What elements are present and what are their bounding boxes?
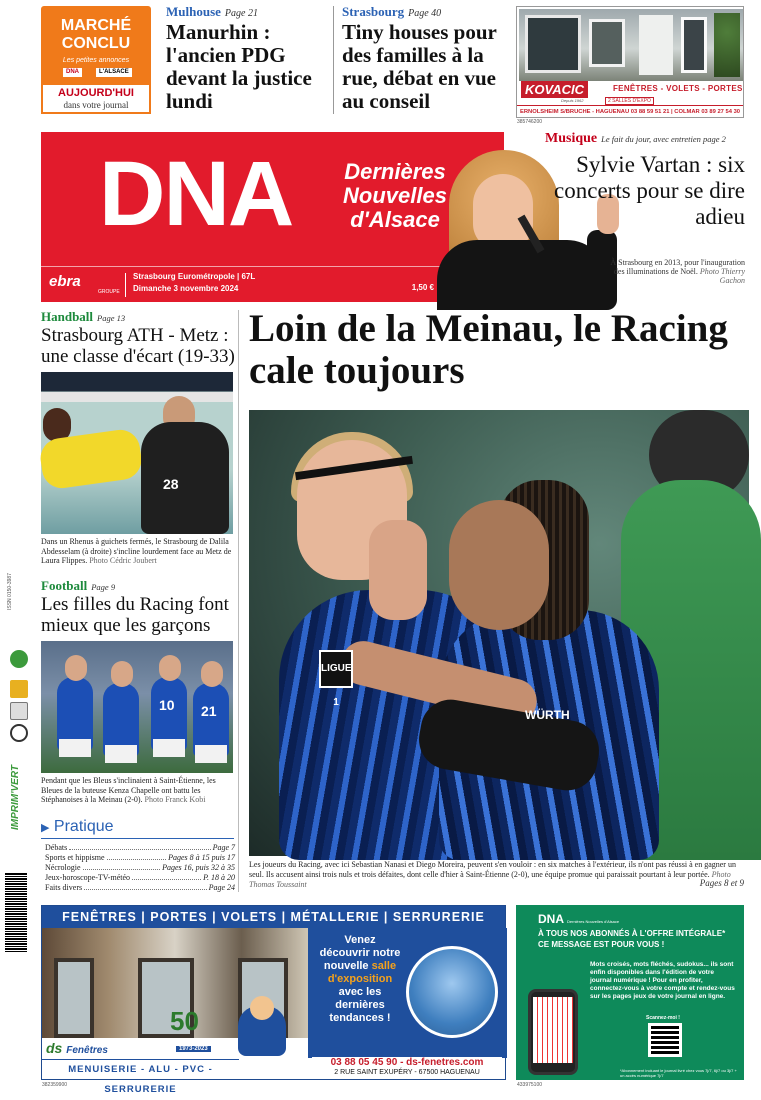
masthead-logo: DNA: [99, 143, 293, 245]
handball-caption: [41, 537, 236, 566]
qr-code-icon[interactable]: [648, 1023, 682, 1057]
issn-ref: ISSN 0150-3987: [7, 573, 13, 610]
pratique-row[interactable]: [45, 863, 235, 872]
recycle-icon: [10, 650, 28, 668]
shorts-shape: [195, 745, 227, 763]
head-shape: [111, 661, 133, 687]
vartan-credit: Photo Thierry Gachon: [699, 267, 745, 285]
vartan-caption-text: À Strasbourg en 2013, pour l'inauguration des illuminations de Noël.: [610, 258, 745, 276]
marche-conclu-line2: CONCLU: [61, 35, 131, 52]
hand-shape: [369, 520, 427, 620]
divider: [333, 6, 334, 114]
ligue1-badge: LIGUE 1: [319, 650, 353, 688]
ad-ds-logo-text: ds: [46, 1040, 63, 1056]
masthead-edition: Strasbourg Eurométropole | 67L: [133, 272, 256, 281]
pratique-row-label: Faits divers: [45, 883, 83, 892]
marche-conclu-subtitle: Les petites annonces: [62, 57, 130, 64]
pratique-row[interactable]: [45, 843, 235, 852]
showroom-photo: [406, 946, 498, 1038]
ad-ds-logo-sub: Fenêtres: [66, 1045, 108, 1056]
ad-kovacic-photo: [519, 9, 743, 81]
jersey-number: 10: [159, 697, 175, 713]
pratique-row[interactable]: [45, 883, 235, 892]
chip-dna: DNA: [63, 68, 82, 77]
dot-leader: [84, 883, 206, 890]
teaser-strasbourg-headline: Tiny houses pour des familles à la rue, débat en vue au conseil: [342, 20, 497, 113]
ad-kovacic-showrooms: 2 SALLES D'EXPO: [605, 97, 654, 105]
ad-dna-logo-text: DNA: [538, 912, 564, 926]
ad-kovacic-logo: KOVACIC: [521, 81, 588, 98]
dot-leader: [107, 853, 167, 860]
ad-kovacic[interactable]: [516, 6, 744, 118]
handball-page: Page 13: [97, 313, 126, 323]
ad-kovacic-products: FENÊTRES - VOLETS - PORTES: [613, 84, 743, 93]
window-shape: [589, 19, 625, 67]
handball-kicker: [41, 309, 236, 325]
ad-ds-ref: 382359900: [42, 1082, 68, 1088]
teaser-mulhouse[interactable]: [166, 4, 331, 113]
ad-dna-games[interactable]: [516, 905, 744, 1080]
vartan-kicker-text: Le fait du jour, avec entretien page 2: [601, 134, 726, 144]
masthead-date: Dimanche 3 novembre 2024: [133, 284, 239, 293]
masthead[interactable]: [41, 132, 504, 302]
pratique-row-page: Pages 16, puis 32 à 35: [162, 863, 235, 872]
vartan-headline[interactable]: Sylvie Vartan : six concerts pour se dire adieu: [554, 152, 745, 229]
pratique-row-page: Page 7: [212, 843, 235, 852]
handball-credit: Photo Cédric Joubert: [89, 556, 157, 565]
marche-conclu-journal: dans votre journal: [63, 100, 129, 110]
body-shape: [437, 240, 607, 310]
ad-ds-years: 1973-2023: [176, 1046, 211, 1052]
pratique-title-text: Pratique: [53, 818, 114, 835]
mascot-head: [250, 996, 274, 1020]
masthead-subtitle-1: Dernières: [344, 159, 446, 184]
head-shape: [159, 655, 181, 681]
football-page: Page 9: [91, 582, 116, 592]
dot-leader: [132, 873, 201, 880]
handball-photo[interactable]: [41, 372, 233, 534]
ad-kovacic-addresses: ERNOLSHEIM S/BRUCHE - HAGUENAU 03 88 59 51 21 | COLMAR 03 89 27 54 30: [517, 105, 743, 117]
marche-conclu-footer: [41, 85, 151, 114]
masthead-subtitle-2: Nouvelles: [343, 183, 447, 208]
ad-ds-invite-2: salle d'exposition: [327, 960, 397, 985]
player-shape: [151, 677, 187, 751]
handball-story[interactable]: [41, 309, 236, 367]
dot-leader: [69, 843, 210, 850]
main-credit: Photo Thomas Toussaint: [249, 870, 731, 889]
main-headline[interactable]: Loin de la Meinau, le Racing cale toujours: [249, 307, 728, 392]
divider: [41, 838, 234, 839]
teaser-strasbourg-page: Page 40: [408, 8, 442, 19]
head-shape: [65, 655, 87, 681]
pratique-row[interactable]: [45, 873, 235, 882]
jersey-number: 21: [201, 703, 217, 719]
triangle-right-icon: ▶: [41, 822, 50, 834]
handball-caption-text: Dans un Rhenus à guichets fermés, le Strasbourg de Dalila Abdesselam (à droite) s'incline lourdement face au Metz de Laura Flippes.: [41, 537, 232, 565]
football-caption-text: Pendant que les Bleus s'inclinaient à Saint-Étienne, les Bleues de la buteuse Kenza Chapelle ont battu les Stéphanoises à la Meinau (2-0).: [41, 776, 216, 804]
ad-dna-scan: Scannez-moi !: [646, 1015, 680, 1021]
teaser-mulhouse-headline: Manurhin : l'ancien PDG devant la justice lundi: [166, 20, 312, 113]
window-shape: [681, 17, 707, 73]
ad-ds-anniversary: 50: [170, 1006, 199, 1036]
football-caption: [41, 776, 236, 805]
marche-conclu-line1: MARCHÉ: [60, 17, 132, 34]
ebra-logo: ebra: [49, 273, 81, 290]
football-headline: Les filles du Racing font mieux que les garçons: [41, 594, 229, 636]
teaser-mulhouse-city: Mulhouse: [166, 4, 221, 19]
chip-alsace: L'ALSACE: [96, 68, 132, 77]
pratique-row-label: Sports et hippisme: [45, 853, 105, 862]
teaser-mulhouse-page: Page 21: [224, 8, 258, 19]
shorts-shape: [153, 739, 185, 757]
ad-dna-logo: [538, 912, 619, 926]
shorts-shape: [59, 739, 91, 757]
player-shape: [141, 422, 229, 534]
ad-ds-logo: [46, 1040, 108, 1056]
football-story[interactable]: [41, 578, 236, 636]
football-kicker: [41, 578, 236, 594]
marche-conclu-today: AUJOURD'HUI: [58, 87, 134, 99]
certification-icon: [10, 702, 28, 720]
teaser-mulhouse-kicker: [166, 4, 331, 20]
window-shape: [525, 15, 581, 73]
dot-leader: [83, 863, 161, 870]
head-shape: [201, 661, 223, 687]
ad-dna-ref: 433975100: [517, 1082, 543, 1088]
masthead-infobar: [41, 266, 504, 302]
column-divider: [238, 310, 239, 892]
ad-kovacic-ref: 385746200: [517, 119, 543, 125]
marche-conclu-promo[interactable]: [41, 6, 151, 114]
teaser-strasbourg[interactable]: [342, 4, 512, 113]
pratique-row[interactable]: [45, 853, 235, 862]
handball-section: Handball: [41, 309, 94, 324]
player-shape: [103, 683, 139, 757]
pratique-title: [41, 818, 114, 836]
pratique-row-label: Débats: [45, 843, 68, 852]
plant-shape: [714, 13, 740, 77]
barcode: [5, 872, 27, 952]
jersey-number: 28: [163, 476, 179, 492]
ad-dna-headline: À TOUS NOS ABONNÉS À L'OFFRE INTÉGRALE* CE MESSAGE EST POUR VOUS !: [538, 929, 726, 949]
imprim-vert-label: IMPRIM'VERT: [10, 765, 21, 830]
ad-ds-address: 2 RUE SAINT EXUPÉRY - 67500 HAGUENAU: [334, 1069, 480, 1076]
pratique-row-page: P. 18 à 20: [203, 873, 235, 882]
ad-ds-phone[interactable]: 03 88 05 45 90 - ds-fenetres.com: [312, 1057, 502, 1068]
masthead-price: 1,50 €: [411, 283, 434, 292]
main-caption-text: Les joueurs du Racing, avec ici Sebastian Nanasi et Diego Moreira, peuvent s'en vouloir : en six matches à l'extérieur, ils n'ont pas réussi à en gagner un seul. Ils accusent ainsi trois nuls et trois défaites, dont celle d'hier à Saint-Étienne (2-0), une équipe promue qui paraissait pourtant à leur portée.: [249, 860, 736, 879]
vartan-section: Musique: [545, 131, 598, 146]
teaser-strasbourg-kicker: [342, 4, 512, 20]
vartan-kicker: [545, 131, 745, 147]
main-pages[interactable]: Pages 8 et 9: [699, 878, 744, 888]
door-shape: [639, 15, 673, 75]
divider: [125, 273, 126, 297]
main-caption: [249, 860, 743, 890]
mascot-icon: [238, 1006, 286, 1056]
court-line: [41, 392, 233, 402]
shorts-shape: [105, 745, 137, 763]
ad-ds-invite: [318, 934, 402, 1025]
pratique-row-label: Jeux-horoscope-TV-météo: [45, 873, 131, 882]
ad-ds-invite-3: avec les dernières tendances !: [329, 986, 391, 1024]
ad-dna-fineprint: *Abonnement incluant le journal livré chez vous 7j/7, 6j/7 ou 3j/7 + un accès numérique 7j/7: [620, 1068, 737, 1078]
football-photo[interactable]: [41, 641, 233, 773]
ad-dna-logo-sub: Dernières Nouvelles d'Alsace: [567, 919, 620, 924]
head-shape: [449, 500, 549, 630]
ad-ds-top-banner: FENÊTRES | PORTES | VOLETS | MÉTALLERIE | SERRURERIE: [42, 906, 505, 928]
football-section: Football: [41, 578, 88, 593]
pratique-row-label: Nécrologie: [45, 863, 81, 872]
ad-kovacic-tag: Depuis 1962: [561, 98, 584, 103]
ad-ds-bottom-banner: MENUISERIE - ALU - PVC - SERRURERIE: [42, 1059, 239, 1079]
pratique-row-page: Page 24: [208, 883, 235, 892]
phone-screen: [533, 997, 573, 1063]
label-icon: [10, 680, 28, 698]
player-shape: [193, 683, 229, 757]
handball-headline: Strasbourg ATH - Metz : une classe d'écart (19-33): [41, 325, 235, 367]
pratique-row-page: Pages 8 à 15 puis 17: [168, 853, 235, 862]
main-photo[interactable]: [249, 410, 749, 856]
ad-dna-body: Mots croisés, mots fléchés, sudokus... ils sont enfin disponibles dans l'édition de votre journal numérique ! Pour en profiter, connectez-vous à votre compte et rendez-vous sur les pages jeux de votre journal en ligne.: [590, 961, 735, 1000]
ad-ds-invite-1: Venez découvrir notre nouvelle: [319, 934, 401, 972]
sponsor-text: WÜRTH: [525, 708, 570, 722]
window-shape: [54, 958, 94, 1038]
vartan-caption: [600, 258, 745, 285]
football-credit: Photo Franck Kobi: [144, 795, 206, 804]
player-shape: [57, 677, 93, 751]
teaser-strasbourg-city: Strasbourg: [342, 4, 405, 19]
ebra-tag: GROUPE: [98, 289, 120, 295]
masthead-subtitle-3: d'Alsace: [350, 207, 440, 232]
triman-icon: [10, 724, 28, 742]
